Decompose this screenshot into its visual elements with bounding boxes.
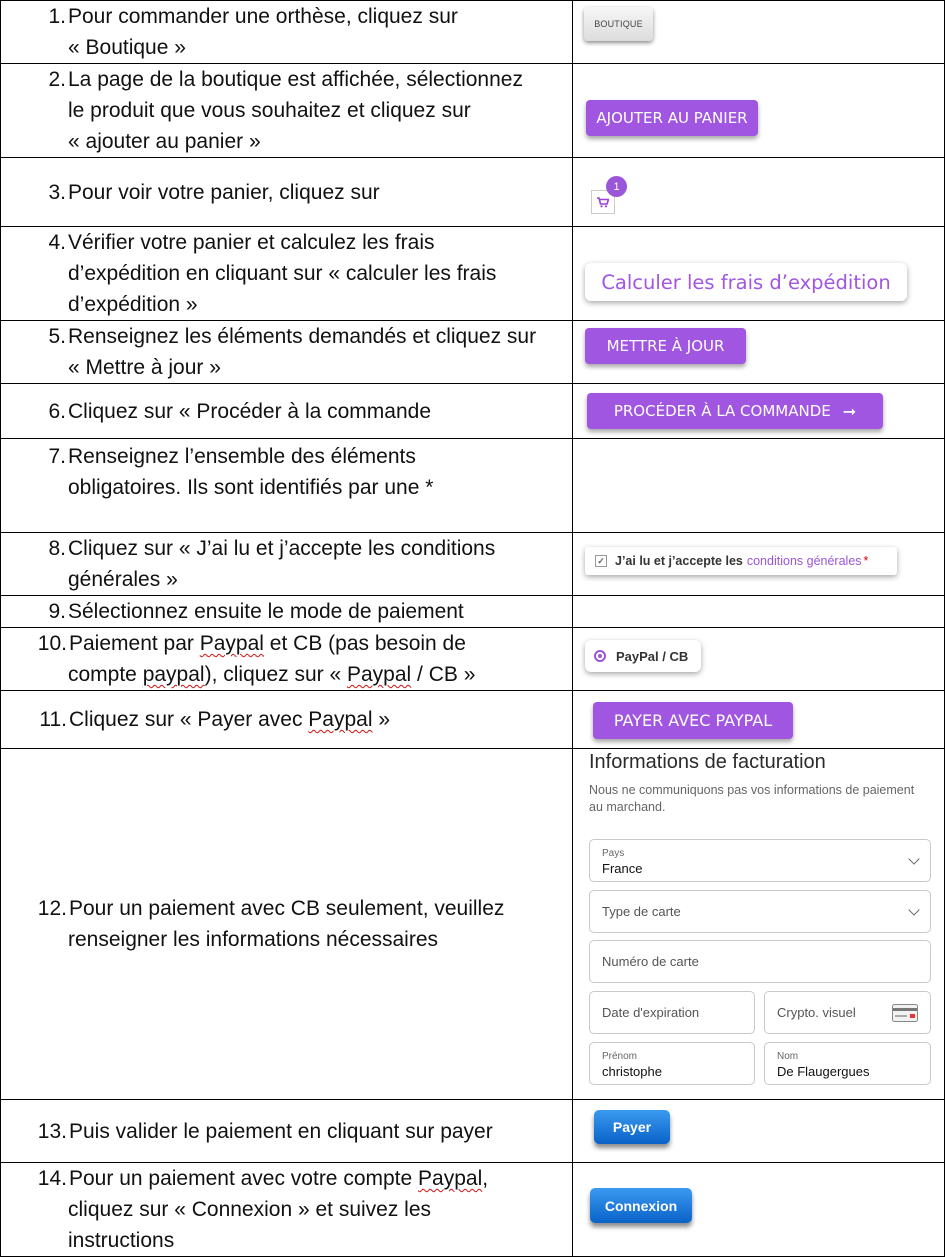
step-row-9 [1, 596, 945, 628]
cvv-placeholder: Crypto. visuel [777, 1005, 856, 1020]
step-row-10 [1, 628, 945, 691]
step-image-9 [573, 596, 945, 628]
country-label: Pays [602, 848, 625, 859]
text-segment: Pour un paiement avec votre compte [69, 1167, 419, 1190]
required-asterisk: * [863, 554, 869, 568]
billing-title: Informations de facturation [589, 751, 826, 773]
step-number: 2. [48, 68, 66, 91]
step-line: Pour un paiement avec CB seulement, veuillez [69, 897, 505, 920]
step-line: Cliquez sur « Procéder à la commande [68, 399, 432, 423]
step-line [68, 1163, 572, 1194]
calculate-shipping-button[interactable]: Calculer les frais d’expédition [585, 263, 907, 301]
card-icon [892, 1004, 918, 1027]
step-row-2 [1, 64, 945, 158]
step-number: 13. [37, 1119, 67, 1143]
expiry-placeholder: Date d'expiration [602, 1005, 700, 1020]
step-image-10 [573, 628, 945, 691]
step-text-11 [1, 691, 573, 749]
text-segment: » [372, 708, 391, 731]
arrow-right-icon: ➞ [842, 401, 857, 421]
step-text-4 [1, 227, 573, 321]
lastname-value: De Flaugergues [777, 1064, 870, 1079]
text-segment: Cliquez sur « Payer avec [69, 708, 309, 731]
step-text-9 [1, 596, 573, 628]
step-row-8 [1, 533, 945, 596]
card-type-select[interactable] [589, 890, 931, 933]
step-image-2 [573, 64, 945, 158]
step-text-8 [1, 533, 573, 596]
step-image-14 [573, 1163, 945, 1257]
step-number: 10. [37, 632, 67, 655]
spellcheck-word: Paypal [308, 708, 373, 731]
step-number: 9. [48, 600, 66, 623]
step-image-8 [573, 533, 945, 596]
card-type-placeholder: Type de carte [602, 904, 681, 919]
paypal-cb-label: PayPal / CB [616, 648, 689, 664]
radio-selected-icon [594, 650, 606, 662]
step-number: 3. [48, 180, 66, 204]
step-line: Pour voir votre panier, cliquez sur [68, 180, 380, 204]
step-line: Cliquez sur « J’ai lu et j’accepte les conditions [68, 537, 496, 560]
add-to-cart-button[interactable]: AJOUTER AU PANIER [586, 100, 758, 136]
pay-with-paypal-button[interactable]: PAYER AVEC PAYPAL [593, 702, 793, 739]
step-line: obligatoires. Ils sont identifiés par une * [68, 476, 434, 499]
step-number: 4. [48, 231, 66, 254]
step-image-4 [573, 227, 945, 321]
paypal-cb-option[interactable] [585, 640, 701, 672]
step-line: « Mettre à jour » [68, 356, 221, 379]
step-number: 12. [37, 897, 67, 920]
step-number: 1. [48, 5, 66, 28]
step-text-5 [1, 321, 573, 384]
checkout-button[interactable] [587, 393, 883, 429]
step-line: instructions [68, 1229, 175, 1252]
step-image-6 [573, 384, 945, 439]
step-line: d’expédition » [68, 293, 198, 316]
card-number-input[interactable] [589, 940, 931, 983]
step-line [68, 704, 572, 735]
step-line: cliquez sur « Connexion » et suivez les [68, 1198, 432, 1221]
step-line: « ajouter au panier » [68, 130, 261, 153]
step-number: 14. [37, 1167, 67, 1190]
step-line: Sélectionnez ensuite le mode de paiement [68, 600, 464, 623]
update-button[interactable]: METTRE À JOUR [585, 328, 746, 364]
step-text-14 [1, 1163, 573, 1257]
step-row-3 [1, 158, 945, 227]
checkout-label: PROCÉDER À LA COMMANDE [613, 402, 831, 420]
login-button[interactable]: Connexion [590, 1188, 692, 1223]
step-number: 5. [48, 325, 66, 348]
text-segment: / CB » [411, 663, 476, 686]
cvv-input[interactable] [764, 991, 931, 1034]
step-text-12 [1, 749, 573, 1100]
spellcheck-word: Paypal [418, 1167, 483, 1190]
step-text-6 [1, 384, 573, 439]
pay-button[interactable]: Payer [594, 1110, 670, 1144]
chevron-down-icon [908, 904, 919, 915]
step-image-12 [573, 749, 945, 1100]
step-image-7 [573, 439, 945, 533]
cart-count-badge: 1 [606, 176, 627, 197]
firstname-value: christophe [602, 1064, 662, 1079]
chevron-down-icon [908, 853, 919, 864]
checkbox-icon: ✓ [595, 555, 607, 567]
billing-subtitle: Nous ne communiquons pas vos informations de paiement au marchand. [589, 783, 915, 814]
cart-button[interactable] [591, 176, 621, 206]
spellcheck-word: Paypal [199, 632, 264, 655]
text-segment: , [482, 1167, 489, 1190]
text-segment: ), cliquez sur « [204, 663, 347, 686]
step-row-7 [1, 439, 945, 533]
text-segment: compte [68, 663, 143, 686]
step-number: 6. [48, 399, 66, 423]
card-number-placeholder: Numéro de carte [602, 954, 699, 969]
step-text-3 [1, 158, 573, 227]
firstname-input[interactable] [589, 1042, 755, 1085]
step-text-1 [1, 1, 573, 64]
boutique-button[interactable]: BOUTIQUE [584, 7, 653, 41]
step-line: Renseignez les éléments demandés et cliquez sur [68, 325, 537, 348]
step-row-13 [1, 1100, 945, 1163]
step-image-5 [573, 321, 945, 384]
country-value: France [602, 861, 643, 876]
step-line: Vérifier votre panier et calculez les frais [68, 231, 435, 254]
step-text-10 [1, 628, 573, 691]
step-row-5 [1, 321, 945, 384]
step-line: Renseignez l’ensemble des éléments [68, 445, 416, 468]
step-image-13 [573, 1100, 945, 1163]
step-line: « Boutique » [68, 36, 186, 59]
spellcheck-word: paypal [142, 663, 205, 686]
step-image-11 [573, 691, 945, 749]
step-text-7 [1, 439, 573, 533]
step-number: 11. [39, 708, 67, 731]
step-number: 8. [48, 537, 66, 560]
expiry-input[interactable] [589, 991, 755, 1034]
step-line: renseigner les informations nécessaires [68, 928, 439, 951]
step-line [67, 659, 572, 690]
step-row-14 [1, 1163, 945, 1257]
country-select[interactable] [589, 839, 931, 882]
billing-form [589, 751, 931, 1096]
step-line: Pour commander une orthèse, cliquez sur [68, 5, 458, 28]
step-row-11 [1, 691, 945, 749]
step-line: La page de la boutique est affichée, sélectionnez [68, 68, 523, 91]
step-line: Puis valider le paiement en cliquant sur payer [69, 1119, 493, 1143]
step-line [68, 628, 572, 659]
step-image-3 [573, 158, 945, 227]
firstname-label: Prénom [602, 1051, 638, 1062]
step-image-1 [573, 1, 945, 64]
step-row-12 [1, 749, 945, 1100]
terms-link[interactable]: conditions générales [746, 554, 862, 568]
step-row-1 [1, 1, 945, 64]
step-text-13 [1, 1100, 573, 1163]
text-segment: et CB (pas besoin de [263, 632, 466, 655]
step-line: d’expédition en cliquant sur « calculer les frais [68, 262, 497, 285]
step-number: 7. [48, 445, 66, 468]
step-row-4 [1, 227, 945, 321]
lastname-label: Nom [777, 1051, 799, 1062]
step-row-6 [1, 384, 945, 439]
step-line: générales » [68, 568, 178, 591]
step-line: le produit que vous souhaitez et cliquez sur [68, 99, 471, 122]
spellcheck-word: Paypal [346, 663, 412, 686]
terms-checkbox[interactable] [585, 547, 897, 575]
lastname-input[interactable] [764, 1042, 931, 1085]
text-segment: Paiement par [69, 632, 200, 655]
step-text-2 [1, 64, 573, 158]
terms-label: J’ai lu et j’accepte les [615, 554, 743, 568]
